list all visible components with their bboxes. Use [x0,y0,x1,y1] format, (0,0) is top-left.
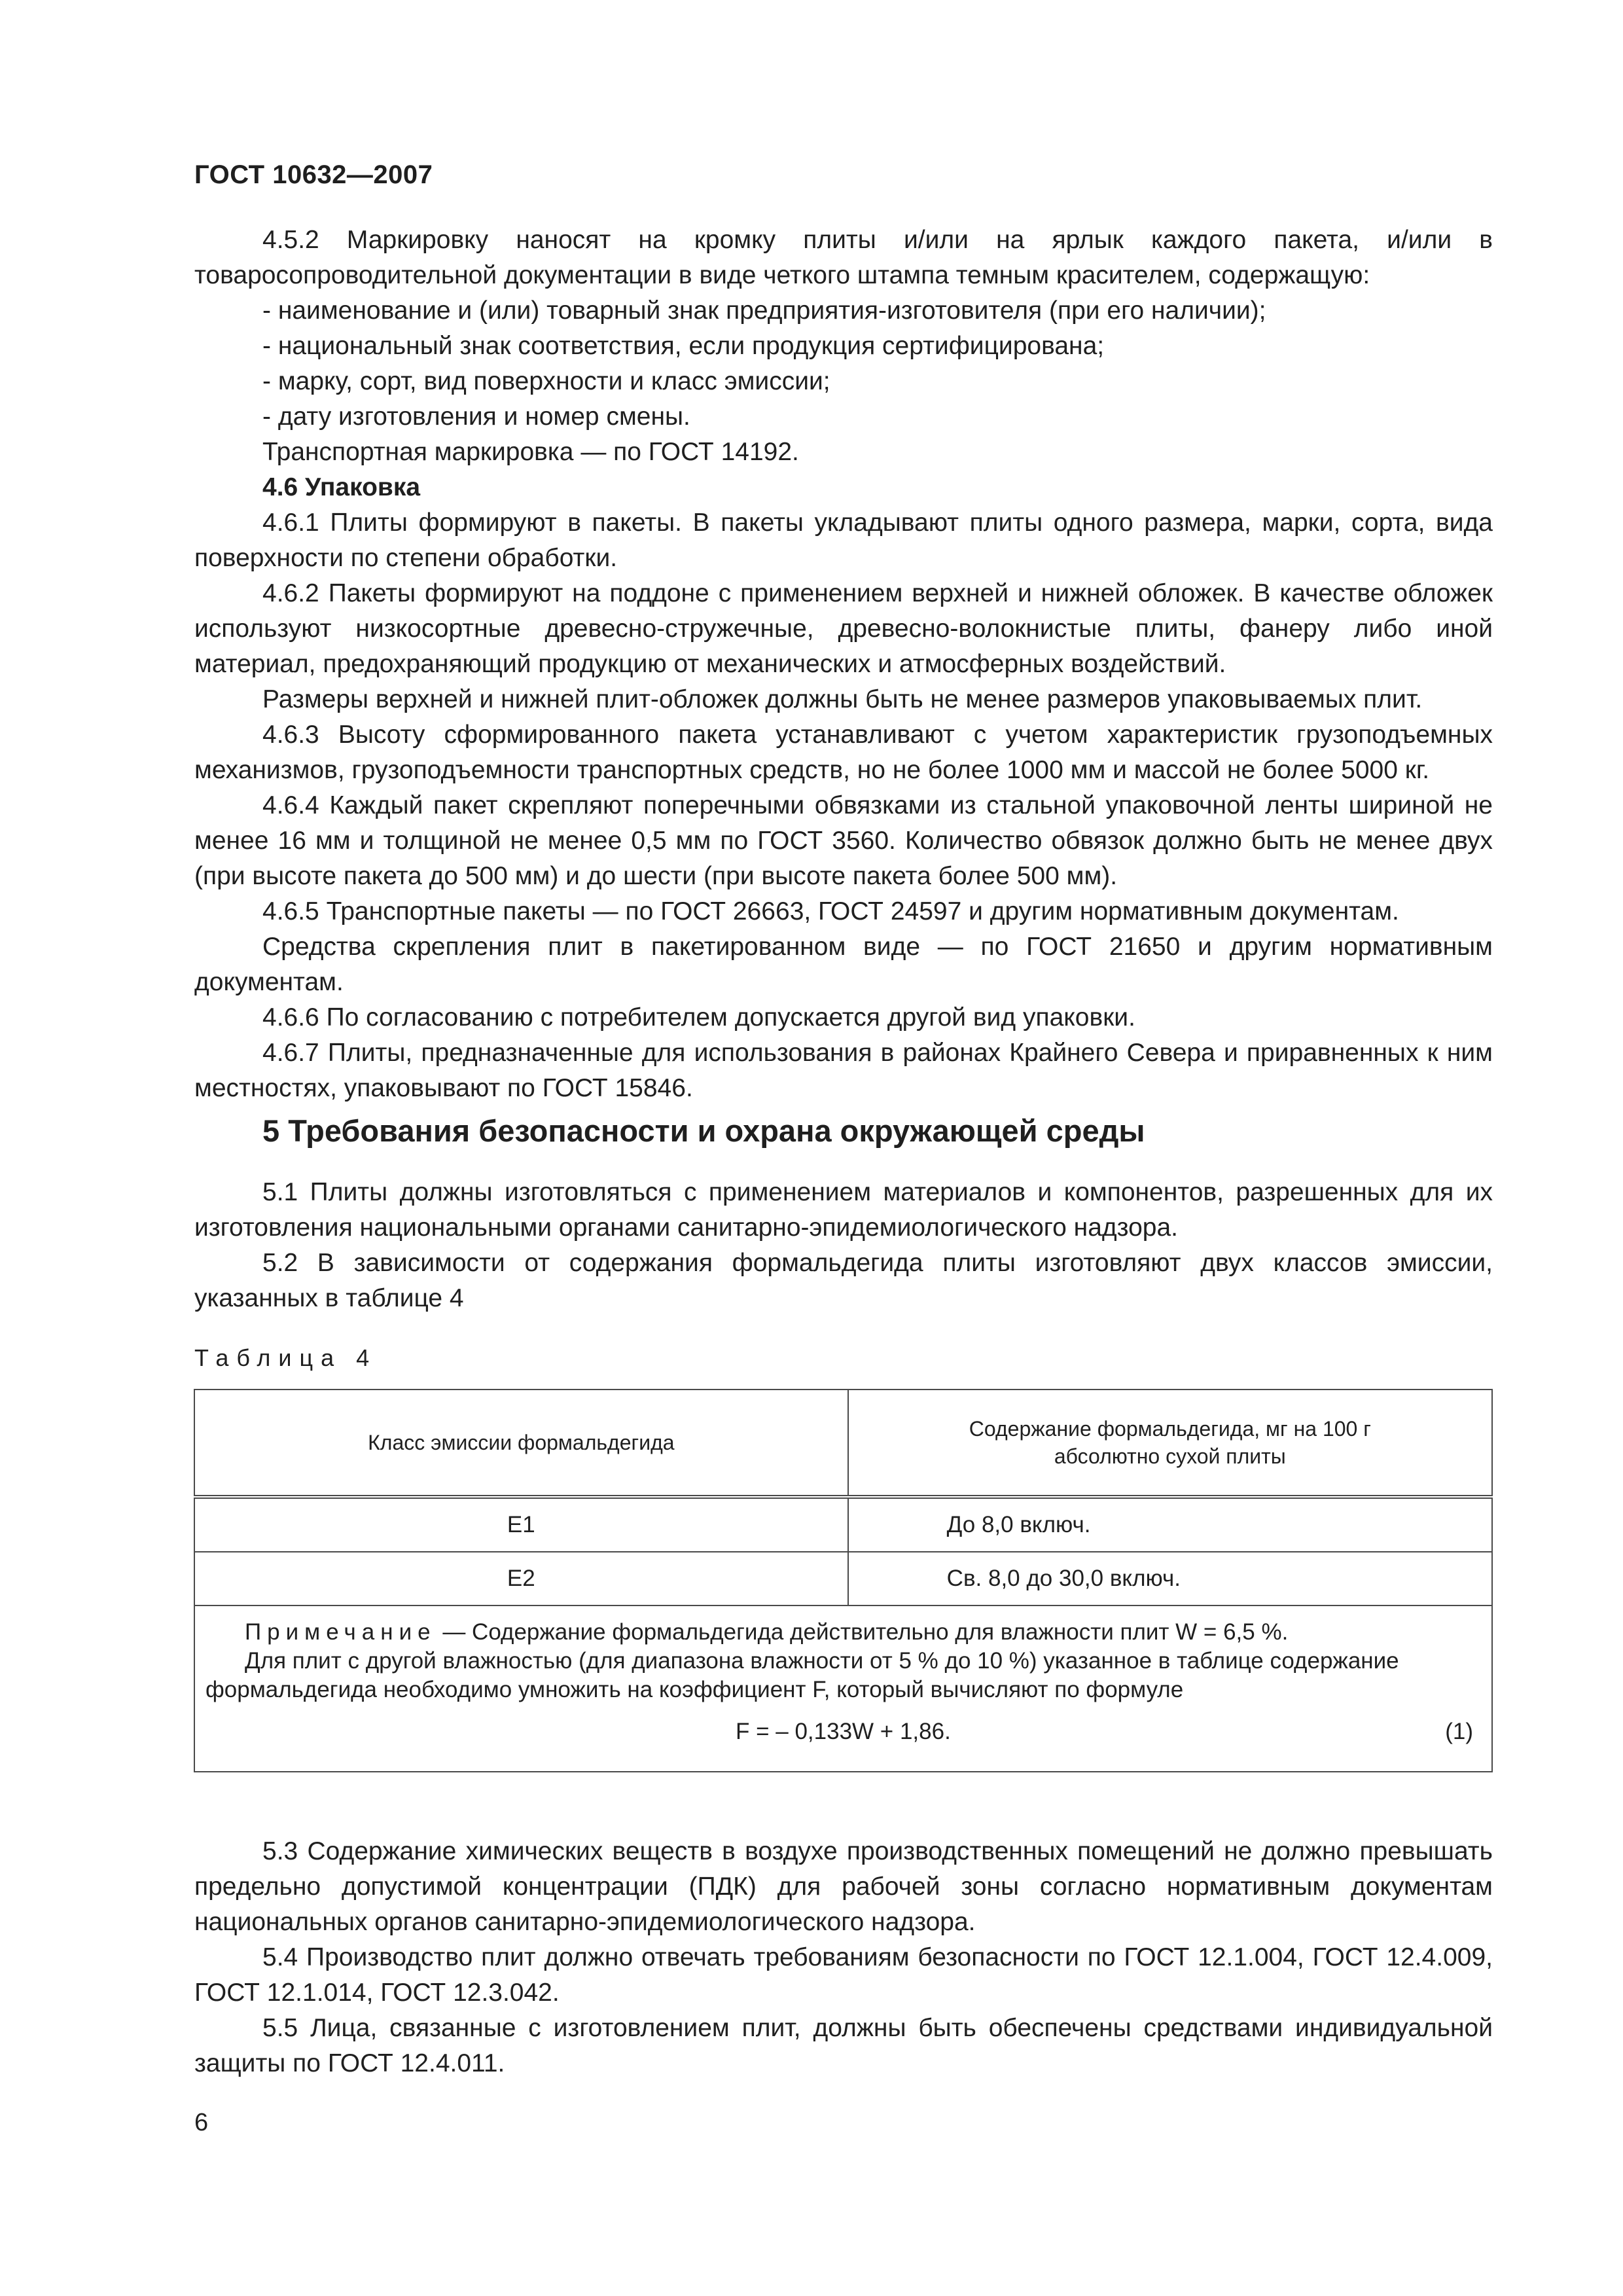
table-note [194,1605,1492,1772]
table-cell: E2 [194,1552,848,1605]
section-5-continued [194,1834,1493,2081]
paragraph-4-6-5-fastening: Средства скрепления плит в пакетированном виде — по ГОСТ 21650 и другим нормативным документам. [194,933,1493,996]
column-header: Содержание формальдегида, мг на 100 г абсолютно сухой плиты [848,1390,1492,1497]
page-number: 6 [194,2109,209,2136]
paragraph-4-6-6: 4.6.6 По согласованию с потребителем допускается другой вид упаковки. [262,1003,1135,1031]
paragraph-4-6-7: 4.6.7 Плиты, предназначенные для использования в районах Крайнего Севера и приравненных к ним местностях, упаковывают по ГОСТ 15846. [194,1039,1493,1102]
section-4-continued [194,223,1493,1106]
note-first-line [205,1618,1481,1647]
section-5-title: 5 Требования безопасности и охрана окружающей среды [262,1113,1145,1148]
paragraph-5-2: 5.2 В зависимости от содержания формальдегида плиты изготовляют двух классов эмиссии, указанных в таблице 4 [194,1249,1493,1312]
note-label: Примечание [245,1619,437,1645]
paragraph-5-3: 5.3 Содержание химических веществ в воздухе производственных помещений не должно превышать предельно допустимой концентрации (ПДК) для рабочей зоны согласно нормативным документам национальных органов санитарно-эпидемиологического надзора. [194,1837,1493,1936]
list-item: - дату изготовления и номер смены. [262,403,690,431]
table-caption: Таблица 4 [194,1344,378,1371]
note-text: — Содержание формальдегида действительно для влажности плит W = 6,5 %. [442,1619,1289,1645]
table-header-row [194,1390,1492,1497]
table-cell: Св. 8,0 до 30,0 включ. [848,1552,1492,1605]
paragraph-4-6-4: 4.6.4 Каждый пакет скрепляют поперечными обвязками из стальной упаковочной ленты шириной не менее 16 мм и толщиной не менее 0,5 мм по ГОСТ 3560. Количество обвязок должно быть не менее двух (при высоте пакета до 500 мм) и до шести (при высоте пакета более 500 мм). [194,791,1493,890]
paragraph-4-6-5: 4.6.5 Транспортные пакеты — по ГОСТ 26663, ГОСТ 24597 и другим нормативным документам. [262,897,1399,925]
table-row [194,1497,1492,1552]
paragraph-4-6-2-sizes: Размеры верхней и нижней плит-обложек должны быть не менее размеров упаковываемых плит. [262,685,1423,713]
table-row [194,1552,1492,1605]
paragraph-5-1: 5.1 Плиты должны изготовляться с применением материалов и компонентов, разрешенных для их изготовления национальными органами санитарно-эпидемиологического надзора. [194,1178,1493,1242]
list-item: - наименование и (или) товарный знак предприятия-изготовителя (при его наличии); [262,296,1266,325]
paragraph-4-6-2: 4.6.2 Пакеты формируют на поддоне с применением верхней и нижней обложек. В качестве обложек используют низкосортные древесно-стружечные, древесно-волокнистые плиты, фанеру либо иной материал, предохраняющий продукцию от механических и атмосферных воздействий. [194,579,1493,678]
paragraph-5-5: 5.5 Лица, связанные с изготовлением плит, должны быть обеспечены средствами индивидуальной защиты по ГОСТ 12.4.011. [194,2014,1493,2077]
list-item: - национальный знак соответствия, если продукция сертифицирована; [262,332,1105,360]
formula: F = – 0,133W + 1,86. [736,1719,951,1744]
table-note-row [194,1605,1492,1772]
formula-row [205,1704,1481,1762]
paragraph-4-5-2: 4.5.2 Маркировку наносят на кромку плиты и/или на ярлык каждого пакета, и/или в товаросопроводительной документации в виде четкого штампа темным красителем, содержащую: [194,226,1493,289]
table-cell: До 8,0 включ. [848,1497,1492,1552]
list-item: - марку, сорт, вид поверхности и класс эмиссии; [262,367,830,395]
subsection-title-4-6: 4.6 Упаковка [262,473,421,501]
table-cell: E1 [194,1497,848,1552]
emission-class-table [194,1389,1493,1772]
formula-number: (1) [1445,1719,1473,1744]
paragraph-5-4: 5.4 Производство плит должно отвечать требованиям безопасности по ГОСТ 12.1.004, ГОСТ 12.4.009, ГОСТ 12.1.014, ГОСТ 12.3.042. [194,1943,1493,2007]
paragraph-4-6-3: 4.6.3 Высоту сформированного пакета устанавливают с учетом характеристик грузоподъемных механизмов, грузоподъемности транспортных средств, но не более 1000 мм и массой не более 5000 кг. [194,721,1493,784]
column-header: Класс эмиссии формальдегида [194,1390,848,1497]
note-text-2: Для плит с другой влажностью (для диапазона влажности от 5 % до 10 %) указанное в таблице содержание формальдегида необходимо умножить на коэффициент F, который вычисляют по формуле [205,1648,1399,1702]
section-5-intro [194,1175,1493,1316]
paragraph-4-6-1: 4.6.1 Плиты формируют в пакеты. В пакеты укладывают плиты одного размера, марки, сорта, вида поверхности по степени обработки. [194,509,1493,572]
document-number: ГОСТ 10632—2007 [194,160,433,189]
transport-marking: Транспортная маркировка — по ГОСТ 14192. [262,438,799,466]
